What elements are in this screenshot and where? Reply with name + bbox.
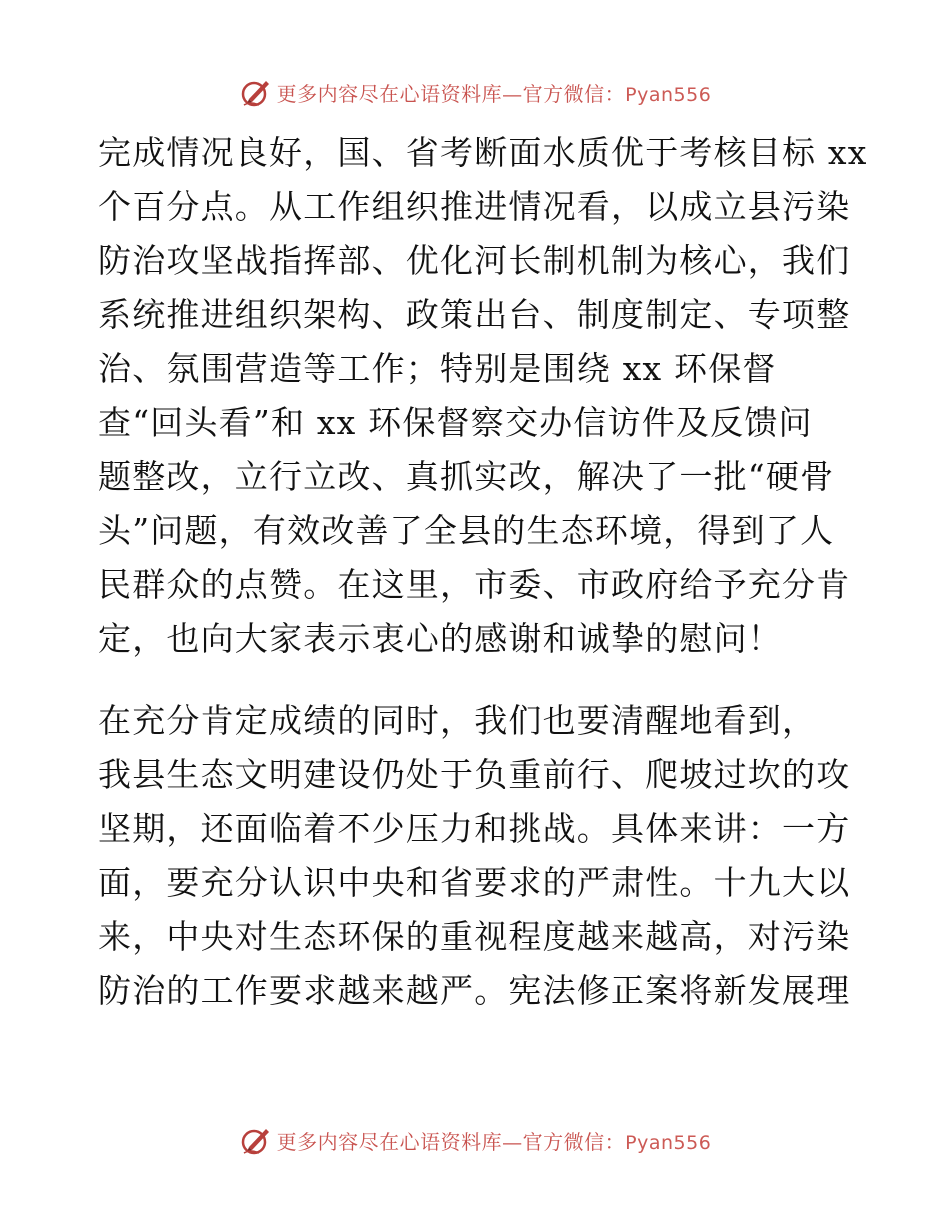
paragraph-2 — [98, 694, 858, 1018]
paragraph-1 — [98, 126, 868, 666]
paragraph-line: 治、氛围营造等工作；特别是围绕 xx 环保督 — [98, 349, 777, 388]
header-banner-text: 更多内容尽在心语资料库—官方微信：Pyan556 — [276, 81, 712, 106]
paragraph-line: 个百分点。从工作组织推进情况看，以成立县污染 — [98, 187, 851, 226]
paragraph-line: 坚期，还面临着不少压力和挑战。具体来讲：一方 — [98, 809, 851, 848]
paragraph-line: 民群众的点赞。在这里，市委、市政府给予充分肯 — [98, 565, 851, 604]
pen-logo-icon — [239, 75, 273, 109]
footer-banner-text: 更多内容尽在心语资料库—官方微信：Pyan556 — [276, 1129, 712, 1154]
paragraph-line: 防治的工作要求越来越严。宪法修正案将新发展理 — [98, 971, 851, 1010]
pen-logo-icon — [239, 1123, 273, 1157]
header-banner-brand: Pyan556 — [625, 83, 712, 106]
paragraph-line: 查“回头看”和 xx 环保督察交办信访件及反馈问 — [98, 403, 813, 442]
paragraph-line: 头”问题，有效改善了全县的生态环境，得到了人 — [98, 511, 835, 550]
footer-banner-brand: Pyan556 — [625, 1131, 712, 1154]
paragraph-line: 防治攻坚战指挥部、优化河长制机制为核心，我们 — [98, 241, 851, 280]
paragraph-line: 题整改，立行立改、真抓实改，解决了一批“硬骨 — [98, 457, 835, 496]
paragraph-line: 定，也向大家表示衷心的感谢和诚挚的慰问！ — [98, 619, 782, 658]
paragraph-line: 我县生态文明建设仍处于负重前行、爬坡过坎的攻 — [98, 755, 851, 794]
paragraph-line: 系统推进组织架构、政策出台、制度制定、专项整 — [98, 295, 851, 334]
paragraph-line: 面，要充分认识中央和省要求的严肃性。十九大以 — [98, 863, 851, 902]
footer-banner — [0, 1120, 950, 1160]
paragraph-line: 来，中央对生态环保的重视程度越来越高，对污染 — [98, 917, 851, 956]
paragraph-line: 在充分肯定成绩的同时，我们也要清醒地看到， — [98, 701, 817, 740]
header-banner — [0, 72, 950, 112]
paragraph-line: 完成情况良好，国、省考断面水质优于考核目标 xx — [98, 133, 868, 172]
